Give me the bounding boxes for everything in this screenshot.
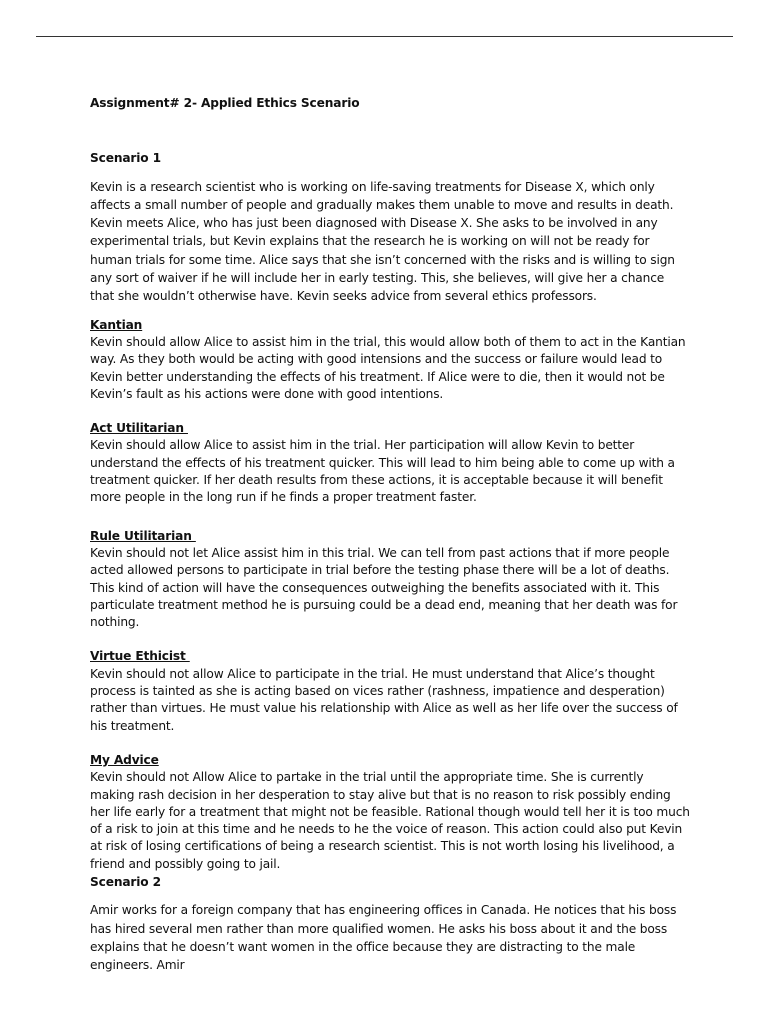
section-body-virtue-ethicist: Kevin should not allow Alice to participate in the trial. He must understand that Alice’s thought process is tainted as she is acting based on vices rather (rashness, impatience and desperation) rather than virtues. He must value his relationship with Alice as well as her life over the success of his treatment. bbox=[90, 666, 678, 733]
section-rule-utilitarian bbox=[90, 527, 690, 632]
section-body-my-advice: Kevin should not Allow Alice to partake in the trial until the appropriate time. She is currently making rash decision in her desperation to stay alive but that is no reason to risk possibly ending her life early for a treatment that might not be feasible. Rational though would tell her it is too much of a risk to join at this time and he needs to he the voice of reason. This action could also put Kevin at risk of losing certifications of being a research scientist. This is not worth losing his livelihood, a friend and possibly going to jail. bbox=[90, 770, 690, 871]
section-body-act-utilitarian: Kevin should allow Alice to assist him in the trial. Her participation will allow Kevin to better understand the effects of his treatment quicker. This will lead to him being able to come up with a treatment quicker. If her death results from these actions, it is acceptable because it will benefit more people in the long run if he finds a proper treatment faster. bbox=[90, 438, 675, 505]
section-my-advice bbox=[90, 751, 690, 873]
scenario-2-heading: Scenario 2 bbox=[90, 874, 161, 889]
section-body-rule-utilitarian: Kevin should not let Alice assist him in this trial. We can tell from past actions that if more people acted allowed persons to participate in trial before the testing phase there will be a lot of deaths. This kind of action will have the consequences outweighing the benefits associated with it. This particulate treatment method he is pursuing could be a dead end, meaning that her death was for nothing. bbox=[90, 545, 678, 630]
header-rule bbox=[36, 36, 733, 37]
section-virtue-ethicist bbox=[90, 647, 690, 734]
section-kantian bbox=[90, 316, 690, 403]
section-body-kantian: Kevin should allow Alice to assist him in the trial, this would allow both of them to act in the Kantian way. As they both would be acting with good intensions and the success or failure would lead to Kevin better understanding the effects of his treatment. If Alice were to die, then it would not be Kevin’s fault as his actions were done with good intentions. bbox=[90, 334, 686, 401]
scenario-1-intro: Kevin is a research scientist who is working on life-saving treatments for Disease X, which only affects a small number of people and gradually makes them unable to move and results in death. Kevin meets Alice, who has just been diagnosed with Disease X. She asks to be involved in any experimental trials, but Kevin explains that the research he is working on will not be ready for human trials for some time. Alice says that she isn’t concerned with the risks and is willing to sign any sort of waiver if he will include her in early testing. This, she believes, will give her a chance that she wouldn’t otherwise have. Kevin seeks advice from several ethics professors. bbox=[90, 179, 675, 304]
section-heading-kantian: Kantian bbox=[90, 317, 143, 332]
section-heading-rule-utilitarian: Rule Utilitarian bbox=[90, 528, 196, 543]
document-title: Assignment# 2- Applied Ethics Scenario bbox=[90, 96, 360, 110]
section-heading-virtue-ethicist: Virtue Ethicist bbox=[90, 649, 190, 664]
section-act-utilitarian bbox=[90, 419, 690, 506]
section-heading-my-advice: My Advice bbox=[90, 752, 159, 767]
scenario-1-heading: Scenario 1 bbox=[90, 151, 161, 166]
scenario-2-intro: Amir works for a foreign company that has engineering offices in Canada. He notices that his boss has hired several men rather than more qualified women. He asks his boss about it and the boss explains that he doesn’t want women in the office because they are distracting to the male engineers. Amir bbox=[90, 903, 677, 973]
document-page bbox=[90, 94, 690, 984]
section-heading-act-utilitarian: Act Utilitarian bbox=[90, 421, 188, 436]
